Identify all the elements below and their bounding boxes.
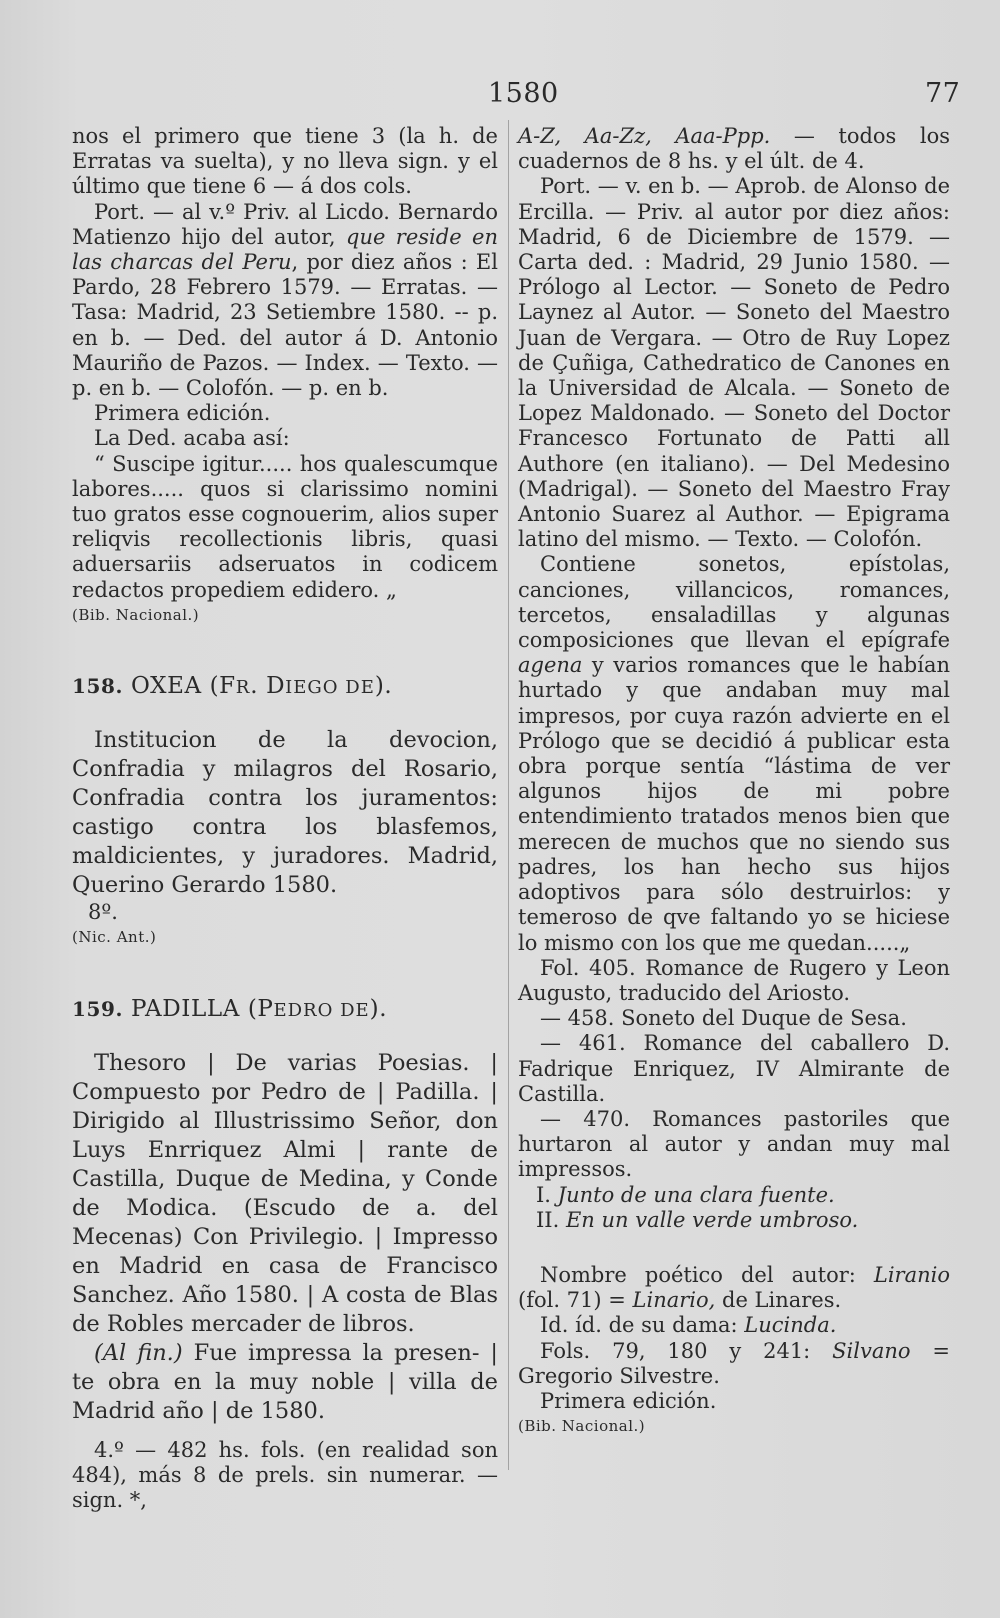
signatures-text: — todos los cuadernos de 8 hs. y el últ. de 4. <box>518 124 950 174</box>
source-citation-right: (Bib. Nacional.) <box>518 1417 646 1436</box>
entry-159-colophon-text: Fue impressa la presen- | te obra en la muy noble | villa de Madrid año | de 1580. <box>72 1339 498 1424</box>
romance-2-title: En un valle verde umbroso. <box>565 1207 859 1232</box>
folio-470: — 470. Romances pastoriles que hurtaron al autor y andan muy mal impressos. <box>518 1106 950 1182</box>
entry-158-author-b: . D <box>250 673 286 700</box>
left-column <box>72 124 498 1513</box>
entry-158-author-c: ). <box>374 673 393 700</box>
dedication-intro: La Ded. acaba así: <box>94 426 290 451</box>
entry-159-colophon <box>72 1339 498 1426</box>
signatures-italic: A-Z, Aa-Zz, Aaa-Ppp. <box>518 124 771 148</box>
poetic-name: Liranio <box>873 1262 950 1287</box>
poetic-name-note <box>518 1263 950 1313</box>
running-header-year: 1580 <box>488 78 559 109</box>
entry-158-format: 8º. <box>88 900 118 925</box>
column-divider <box>508 120 509 1470</box>
entry-159-format: 4.º — 482 hs. fols. (en realidad son 484), más 8 de prels. sin numerar. — sign. *, <box>72 1437 498 1513</box>
entry-159-number: 159. <box>72 996 124 1021</box>
contents-italic: agena <box>518 653 583 678</box>
romance-1-number: I. <box>536 1182 558 1207</box>
romance-2 <box>518 1208 950 1233</box>
entry-158-title: Institucion de la devocion, Confradia y milagros del Rosario, Confradia contra los juramentos: castigo contra los blasfemos, maldicientes, y juradores. Madrid, Querino Gerardo 1580. <box>72 727 498 899</box>
poetic-text-a: Nombre poético del autor: <box>540 1262 874 1287</box>
entry-158-number: 158. <box>72 674 124 699</box>
contents-paragraph <box>518 552 950 955</box>
folios-text-b: = Gregorio Silvestre. <box>518 1338 950 1388</box>
folio-458: — 458. Soneto del Duque de Sesa. <box>540 1006 907 1031</box>
contents-text-b: y varios romances que le habían hurtado y que andaban muy mal impresos, por cuya razón advierte en el Prólogo que se decidió á publicar esta obra porque sentía “lástima de ver algunos hijos de mi pobre entendimiento tratados menos bien que merecen de muchos que no siendo sus padres, los han hecho sus hijos adoptivos para sólo destruirlos: y temeroso de qve faltando yo se hiciese lo mismo con los que me quedan.....„ <box>518 653 950 955</box>
entry-158-heading <box>72 674 498 700</box>
entry-158-author-sc1: R <box>235 677 251 699</box>
lady-name: Lucinda. <box>744 1313 837 1338</box>
poetic-name-2: Linario, <box>632 1288 716 1313</box>
contents-text-a: Contiene sonetos, epístolas, canciones, villancicos, romances, tercetos, ensaladillas y algunas composiciones que llevan el epígrafe <box>518 552 950 653</box>
portada-list: Port. — v. en b. — Aprob. de Alonso de Ercilla. — Priv. al autor por diez años: Madrid, 6 de Diciembre de 1579. — Carta ded. : Madrid, 29 Junio 1580. — Prólogo al Lector. — Soneto de Pedro Laynez al Autor. — Soneto del Maestro Juan de Vergara. — Otro de Ruy Lopez de Çuñiga, Cathedratico de Canones en la Universidad de Alcala. — Soneto de Lopez Maldonado. — Soneto del Doctor Francesco Fortunato de Patti all Authore (en italiano). — Del Medesino (Madrigal). — Soneto del Maestro Fray Antonio Suarez al Author. — Epigrama latino del mismo. — Texto. — Colofón. <box>518 174 950 552</box>
poetic-text-b: (fol. 71) = <box>518 1288 633 1313</box>
entry-158-source: (Nic. Ant.) <box>72 928 157 947</box>
folios-note <box>518 1339 950 1389</box>
entry-159-heading <box>72 997 498 1023</box>
edition-note-right: Primera edición. <box>540 1388 717 1413</box>
folios-name: Silvano <box>832 1338 911 1363</box>
entry-159-title: Thesoro | De varias Poesias. | Compuesto por Pedro de | Padilla. | Dirigido al Illustrissimo Señor, don Luys Enrriquez Almi | rante de Castilla, Duque de Medina, y Conde de Modica. (Escudo de a. del Mecenas) Con Privilegio. | Impresso en Madrid en casa de Francisco Sanchez. Año 1580. | A costa de Blas de Robles mercader de libros. <box>72 1049 498 1337</box>
lady-name-note <box>518 1313 950 1338</box>
intro-paragraph: nos el primero que tiene 3 (la h. de Erratas va suelta), y no lleva sign. y el último que tiene 6 — á dos cols. <box>72 124 498 199</box>
folio-461: — 461. Romance del caballero D. Fadrique Enriquez, IV Almirante de Castilla. <box>518 1031 950 1106</box>
romance-1 <box>518 1183 950 1208</box>
romance-2-number: II. <box>536 1207 566 1232</box>
folio-405: Fol. 405. Romance de Rugero y Leon Augusto, traducido del Ariosto. <box>518 955 950 1005</box>
romance-1-title: Junto de una clara fuente. <box>557 1182 835 1207</box>
page-number: 77 <box>925 78 961 109</box>
edition-note: Primera edición. <box>94 401 271 426</box>
entry-159-author-b: ). <box>369 995 388 1022</box>
portada-paragraph <box>72 200 498 402</box>
portada-italic: que reside en las charcas del Peru <box>72 224 498 275</box>
entry-159-author-a: PADILLA (P <box>131 995 274 1022</box>
entry-158-author-sc2: IEGO DE <box>285 677 375 699</box>
portada-text-b: , por diez años : El Pardo, 28 Febrero 1579. — Erratas. — Tasa: Madrid, 23 Setiembre 1580. -- p. en b. — Ded. del autor á D. Antonio Mauriño de Pazos. — Index. — Texto. — p. en b. — Colofón. — p. en b. <box>72 250 498 401</box>
portada-text-a: Port. — al v.º Priv. al Licdo. Bernardo Matienzo hijo del autor, <box>72 199 498 249</box>
entry-159-colophon-italic: (Al fin.) <box>94 1339 183 1366</box>
lady-text-a: Id. íd. de su dama: <box>540 1313 745 1338</box>
poetic-text-c: de Linares. <box>715 1288 842 1313</box>
entry-158-author-a: OXEA (F <box>131 673 236 700</box>
source-citation: (Bib. Nacional.) <box>72 605 200 624</box>
entry-159-author-sc1: EDRO DE <box>273 999 370 1021</box>
signatures-paragraph <box>518 124 950 174</box>
right-column <box>518 124 950 1439</box>
latin-quote: “ Suscipe igitur..... hos qualescumque labores..... quos si clarissimo nomini tuo gratos esse cognouerim, alios super reliqvis recollectionis libris, quasi aduersariis adseruatos in codicem redactos propediem edidero. „ <box>72 451 498 602</box>
folios-text-a: Fols. 79, 180 y 241: <box>540 1338 833 1363</box>
